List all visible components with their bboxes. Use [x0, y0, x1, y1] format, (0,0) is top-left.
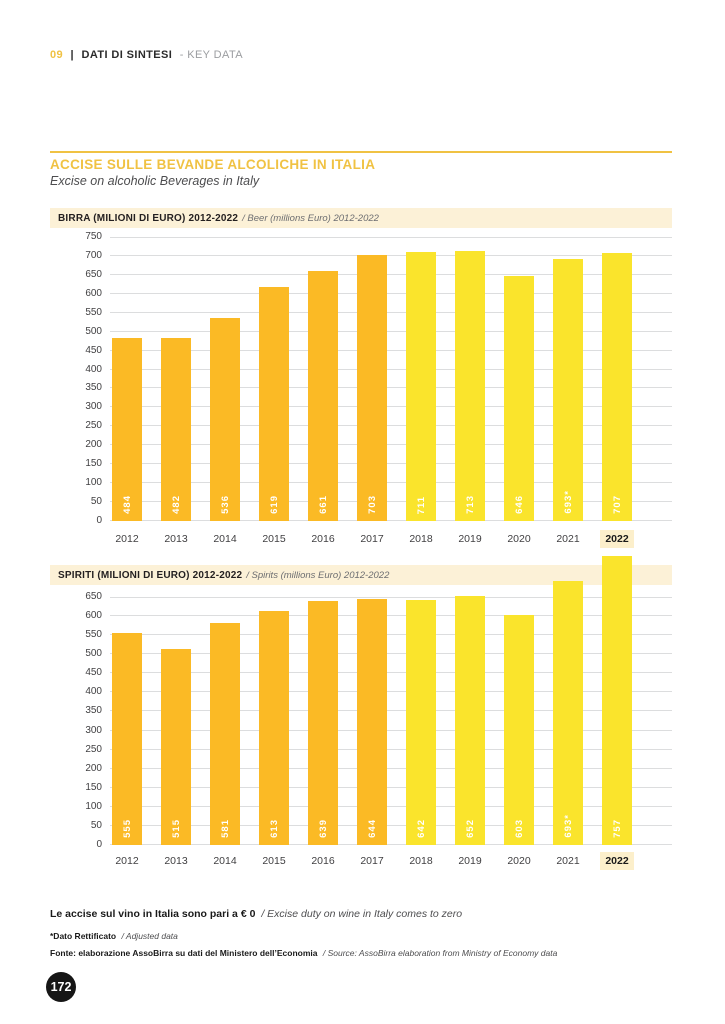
- bar-value-label: [504, 495, 534, 514]
- bar-value-label: [112, 495, 142, 514]
- x-tick-label: [210, 855, 240, 867]
- x-tick-label: [553, 533, 583, 545]
- x-tick-text: 2019: [458, 855, 482, 867]
- x-tick-text: 2022: [600, 852, 633, 870]
- x-tick-label-highlight: [602, 530, 632, 548]
- y-axis-labels: [50, 591, 102, 850]
- bar-2019: [455, 596, 485, 845]
- footer-wine-note-italic: / Excise duty on wine in Italy comes to zero: [261, 908, 463, 920]
- bar-value-text: 713: [464, 495, 476, 514]
- x-tick-text: 2017: [360, 533, 384, 545]
- bar-value-label: [357, 819, 387, 838]
- footer-adjusted-note: [50, 931, 178, 941]
- top-header: [50, 49, 243, 61]
- x-tick-label: [112, 855, 142, 867]
- bar-value-label: [210, 495, 240, 514]
- y-tick-label: 0: [96, 515, 102, 526]
- bar-2020: [504, 276, 534, 521]
- footer-adjusted-italic: / Adjusted data: [121, 931, 178, 941]
- bar-value-label: [259, 495, 289, 514]
- bar-value-text: 484: [121, 495, 133, 514]
- footer-wine-note-bold: Le accise sul vino in Italia sono pari a € 0: [50, 908, 256, 920]
- chart-header-bold: SPIRITI (MILIONI DI EURO) 2012-2022: [58, 569, 243, 581]
- x-tick-label: [504, 855, 534, 867]
- chart-header-italic: / Spirits (millions Euro) 2012-2022: [246, 569, 390, 581]
- bar-value-text: 555: [121, 819, 133, 838]
- header-title-italian: DATI DI SINTESI: [81, 49, 173, 61]
- header-divider: |: [70, 49, 74, 61]
- bar-value-text: 711: [415, 495, 427, 514]
- bar-2016: [308, 601, 338, 845]
- y-tick-label: 600: [85, 287, 102, 299]
- x-tick-text: 2019: [458, 533, 482, 545]
- bar-2014: [210, 623, 240, 845]
- page-number-badge: 172: [46, 972, 76, 1002]
- y-tick-label: 400: [85, 363, 102, 375]
- y-tick-label: 0: [96, 839, 102, 850]
- spirits-chart-plot: [50, 591, 672, 850]
- x-tick-text: 2022: [600, 530, 633, 548]
- beer-chart-plot: [50, 231, 672, 526]
- bar-value-label: [112, 819, 142, 838]
- y-tick-label: 200: [85, 762, 102, 774]
- x-tick-text: 2018: [409, 855, 433, 867]
- bar-value-label: [455, 819, 485, 838]
- y-tick-label: 600: [85, 610, 102, 622]
- y-tick-label: 500: [85, 325, 102, 337]
- chart-header-band: [50, 208, 672, 228]
- footer-source-note: [50, 948, 557, 958]
- bar-2022: [602, 253, 632, 521]
- bar-value-label: [308, 495, 338, 514]
- y-tick-label: 200: [85, 439, 102, 451]
- bar-value-label: [210, 819, 240, 838]
- x-tick-label: [504, 533, 534, 545]
- y-tick-label: 250: [85, 420, 102, 432]
- x-tick-label: [357, 855, 387, 867]
- y-tick-label: 650: [85, 591, 102, 602]
- x-tick-text: 2020: [507, 533, 531, 545]
- y-tick-label: 450: [85, 667, 102, 679]
- x-tick-label: [259, 533, 289, 545]
- x-tick-label: [406, 533, 436, 545]
- x-tick-text: 2015: [262, 855, 286, 867]
- bar-2013: [161, 649, 191, 845]
- y-tick-label: 400: [85, 686, 102, 698]
- y-tick-label: 50: [90, 496, 102, 508]
- bars: [112, 597, 632, 845]
- y-tick-label: 500: [85, 648, 102, 660]
- chart-header-bold: BIRRA (MILIONI DI EURO) 2012-2022: [58, 212, 239, 224]
- x-tick-label: [553, 855, 583, 867]
- y-tick-label: 300: [85, 724, 102, 736]
- chart-header-italic: / Beer (millions Euro) 2012-2022: [242, 212, 379, 224]
- x-tick-label: [455, 855, 485, 867]
- bar-value-text: 757: [611, 819, 623, 838]
- x-tick-text: 2014: [213, 533, 237, 545]
- x-tick-text: 2020: [507, 855, 531, 867]
- bar-value-label: [553, 490, 583, 514]
- bar-value-text: 515: [170, 819, 182, 838]
- section-title-rule: [50, 151, 672, 153]
- bar-value-label: [259, 819, 289, 838]
- bar-2014: [210, 318, 240, 521]
- bar-2019: [455, 251, 485, 521]
- y-tick-label: 550: [85, 629, 102, 641]
- bar-2021: [553, 581, 583, 845]
- x-tick-label: [259, 855, 289, 867]
- x-tick-text: 2012: [115, 533, 139, 545]
- x-tick-text: 2017: [360, 855, 384, 867]
- x-axis-labels: [112, 529, 632, 549]
- bar-2022: [602, 556, 632, 845]
- bar-value-text: 693*: [562, 490, 574, 514]
- bar-value-label: [161, 819, 191, 838]
- bar-2021: [553, 259, 583, 521]
- x-tick-text: 2021: [556, 533, 580, 545]
- bar-value-text: 646: [513, 495, 525, 514]
- footer-source-italic: / Source: AssoBirra elaboration from Ministry of Economy data: [322, 948, 558, 958]
- x-tick-label: [455, 533, 485, 545]
- y-tick-label: 700: [85, 249, 102, 261]
- x-tick-label: [161, 533, 191, 545]
- x-tick-text: 2016: [311, 855, 335, 867]
- bar-value-label: [504, 819, 534, 838]
- y-tick-label: 750: [85, 231, 102, 242]
- y-tick-label: 300: [85, 401, 102, 413]
- x-tick-label: [406, 855, 436, 867]
- bar-2012: [112, 633, 142, 845]
- y-tick-label: 50: [90, 819, 102, 831]
- y-tick-label: 150: [85, 781, 102, 793]
- y-tick-label: 350: [85, 705, 102, 717]
- y-axis-labels: [50, 231, 102, 526]
- x-axis-labels: [112, 851, 632, 871]
- y-tick-label: 550: [85, 306, 102, 318]
- bar-value-text: 613: [268, 819, 280, 838]
- bar-2016: [308, 271, 338, 521]
- bar-value-text: 639: [317, 819, 329, 838]
- bar-2018: [406, 600, 436, 845]
- bar-2015: [259, 611, 289, 845]
- y-tick-label: 650: [85, 268, 102, 280]
- y-tick-label: 150: [85, 458, 102, 470]
- header-title-english: - KEY DATA: [179, 49, 243, 61]
- bar-value-label: [553, 814, 583, 838]
- bar-value-label: [308, 819, 338, 838]
- bar-value-text: 707: [611, 495, 623, 514]
- bar-value-label: [406, 819, 436, 838]
- bar-2015: [259, 287, 289, 521]
- x-tick-text: 2013: [164, 533, 188, 545]
- y-tick-label: 350: [85, 382, 102, 394]
- x-tick-label: [308, 855, 338, 867]
- x-tick-label: [210, 533, 240, 545]
- bar-value-text: 603: [513, 819, 525, 838]
- bar-value-text: 619: [268, 495, 280, 514]
- y-tick-label: 250: [85, 743, 102, 755]
- x-tick-label: [357, 533, 387, 545]
- page-subtitle: Excise on alcoholic Beverages in Italy: [50, 174, 260, 188]
- bar-value-label: [406, 496, 436, 514]
- bar-value-text: 693*: [562, 814, 574, 838]
- bar-value-text: 536: [219, 495, 231, 514]
- bar-2012: [112, 338, 142, 521]
- x-tick-text: 2021: [556, 855, 580, 867]
- y-tick-label: 100: [85, 477, 102, 489]
- bar-value-label: [357, 495, 387, 514]
- y-tick-label: 450: [85, 344, 102, 356]
- bar-2020: [504, 615, 534, 845]
- bar-2013: [161, 338, 191, 521]
- x-tick-text: 2014: [213, 855, 237, 867]
- bar-value-text: 703: [366, 495, 378, 514]
- x-tick-text: 2013: [164, 855, 188, 867]
- beer-chart-section: [50, 208, 672, 558]
- x-tick-label: [308, 533, 338, 545]
- bar-value-text: 642: [415, 819, 427, 838]
- bar-value-text: 482: [170, 495, 182, 514]
- bar-value-text: 652: [464, 819, 476, 838]
- x-tick-label: [112, 533, 142, 545]
- x-tick-text: 2015: [262, 533, 286, 545]
- bar-2017: [357, 255, 387, 521]
- x-tick-text: 2016: [311, 533, 335, 545]
- x-tick-label-highlight: [602, 852, 632, 870]
- bar-value-text: 581: [219, 819, 231, 838]
- bar-2018: [406, 252, 436, 521]
- x-tick-label: [161, 855, 191, 867]
- bars: [112, 237, 632, 521]
- x-tick-text: 2018: [409, 533, 433, 545]
- header-chapter-number: 09: [50, 49, 64, 61]
- y-tick-label: 100: [85, 800, 102, 812]
- page-title: ACCISE SULLE BEVANDE ALCOLICHE IN ITALIA: [50, 157, 376, 172]
- footer-source-bold: Fonte: elaborazione AssoBirra su dati del Ministero dell’Economia: [50, 948, 318, 958]
- bar-value-label: [161, 495, 191, 514]
- bar-value-text: 644: [366, 819, 378, 838]
- bar-value-text: 661: [317, 495, 329, 514]
- bar-value-label: [455, 495, 485, 514]
- x-tick-text: 2012: [115, 855, 139, 867]
- bar-value-label: [602, 495, 632, 514]
- bar-value-label: [602, 819, 632, 838]
- spirits-chart-section: [50, 565, 672, 880]
- bar-2017: [357, 599, 387, 845]
- footer-wine-note: [50, 908, 462, 920]
- footer-adjusted-bold: *Dato Rettificato: [50, 931, 117, 941]
